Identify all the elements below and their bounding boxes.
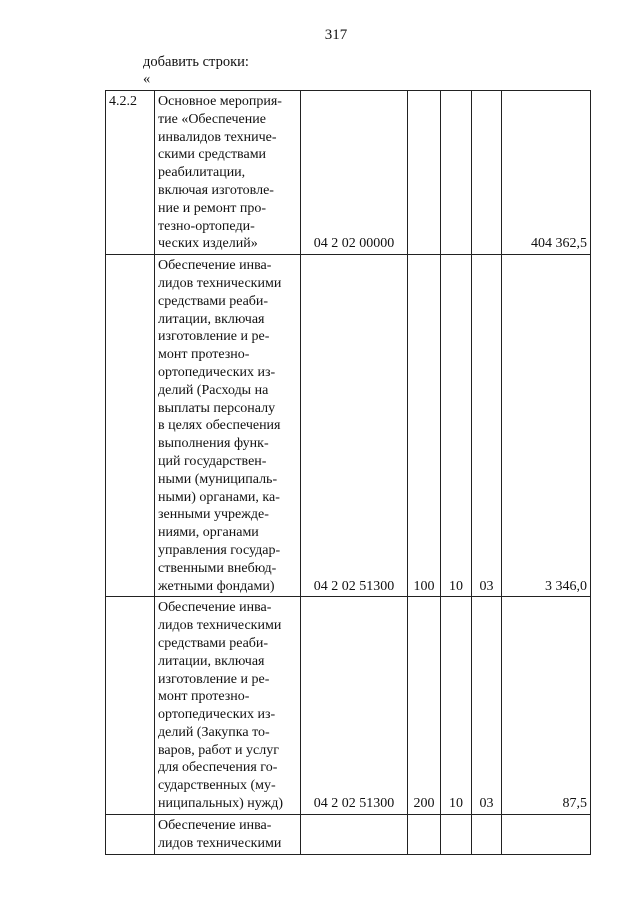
row-name-text: Основное мероприя- тие «Обеспечение инвалидов техниче- скими средствами реабилитации, включая изготовле- ние и ремонт про- тезно-ортопеди- ческих изделий» (158, 94, 282, 252)
row-number (106, 597, 155, 815)
row-number: 4.2.2 (106, 91, 155, 255)
row-name (155, 91, 301, 255)
row-rz (441, 814, 472, 854)
table-row (106, 597, 591, 815)
row-code: 04 2 02 00000 (301, 91, 408, 255)
row-vr (408, 814, 441, 854)
row-number (106, 255, 155, 597)
row-code: 04 2 02 51300 (301, 597, 408, 815)
row-vr: 200 (408, 597, 441, 815)
opening-quote: « (143, 71, 151, 87)
row-rz (441, 91, 472, 255)
intro-text: добавить строки: (143, 54, 249, 70)
row-rz: 10 (441, 255, 472, 597)
budget-table (105, 90, 591, 855)
intro-block (143, 54, 249, 88)
row-name-text: Обеспечение инва- лидов техническими средствами реаби- литации, включая изготовление и ре- монт протезно- ортопедических из- делий (Расходы на выплаты персоналу в целях обеспечения выполнения функ- ций государствен- ными (муниципаль- ными) органами, ка- зенными учрежде- ниями, органами управления государ- ственными внебюд- жетными фондами) (158, 258, 282, 594)
row-code: 04 2 02 51300 (301, 255, 408, 597)
row-number (106, 814, 155, 854)
row-name-text: Обеспечение инва- лидов техническими средствами реаби- литации, включая изготовление и ре- монт протезно- ортопедических из- делий (Закупка то- варов, работ и услуг для обеспечения го- сударственных (му- ниципальных) нужд) (158, 600, 283, 812)
row-name (155, 814, 301, 854)
table-row (106, 91, 591, 255)
row-name (155, 597, 301, 815)
row-name (155, 255, 301, 597)
row-rz: 10 (441, 597, 472, 815)
row-code (301, 814, 408, 854)
row-pr (472, 814, 502, 854)
page-number: 317 (324, 27, 348, 43)
row-amount (502, 814, 591, 854)
row-amount: 404 362,5 (502, 91, 591, 255)
row-name-text: Обеспечение инва- лидов техническими (158, 817, 282, 851)
row-pr: 03 (472, 597, 502, 815)
row-vr: 100 (408, 255, 441, 597)
row-pr (472, 91, 502, 255)
table-row (106, 814, 591, 854)
row-vr (408, 91, 441, 255)
row-pr: 03 (472, 255, 502, 597)
table-row (106, 255, 591, 597)
row-amount: 3 346,0 (502, 255, 591, 597)
row-amount: 87,5 (502, 597, 591, 815)
